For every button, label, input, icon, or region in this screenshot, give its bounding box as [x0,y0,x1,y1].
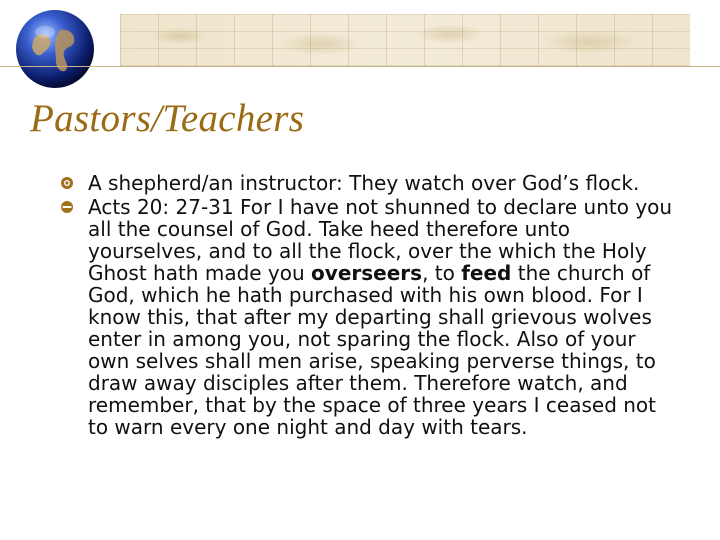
slide-title: Pastors/Teachers [30,97,305,140]
circle-bullet-icon [60,176,74,190]
header-grid-overlay [120,14,690,66]
circle-bullet-icon [60,200,74,214]
bullet-text-bold-overseers: overseers [311,261,423,285]
bullet-text-part: , to [422,261,462,285]
bullet-text-part: Acts 20: 27-31 For I have not shunned to declare unto you all the counsel of God. Take heed therefore unto yourselves, and to all the flock, over the which the Holy Ghost hath made you [88,195,673,285]
bullet-text: A shepherd/an instructor: They watch over God’s flock. [88,171,640,195]
header-divider [0,66,720,67]
bullet-text-part: the church of God, which he hath purchased with his own blood. For I know this, that after my departing shall grievous wolves enter in among you, not sparing the flock. Also of your own selves shall men arise, speaking perverse things, to draw away disciples after them. Therefore watch, and remember, that by the space of three years I ceased not to warn every one night and day with tears. [88,261,657,439]
bullet-list [60,172,680,440]
globe-icon [14,8,96,90]
bullet-item-acts [60,196,680,438]
bullet-text-bold-feed: feed [461,261,512,285]
bullet-item-definition [60,172,680,194]
